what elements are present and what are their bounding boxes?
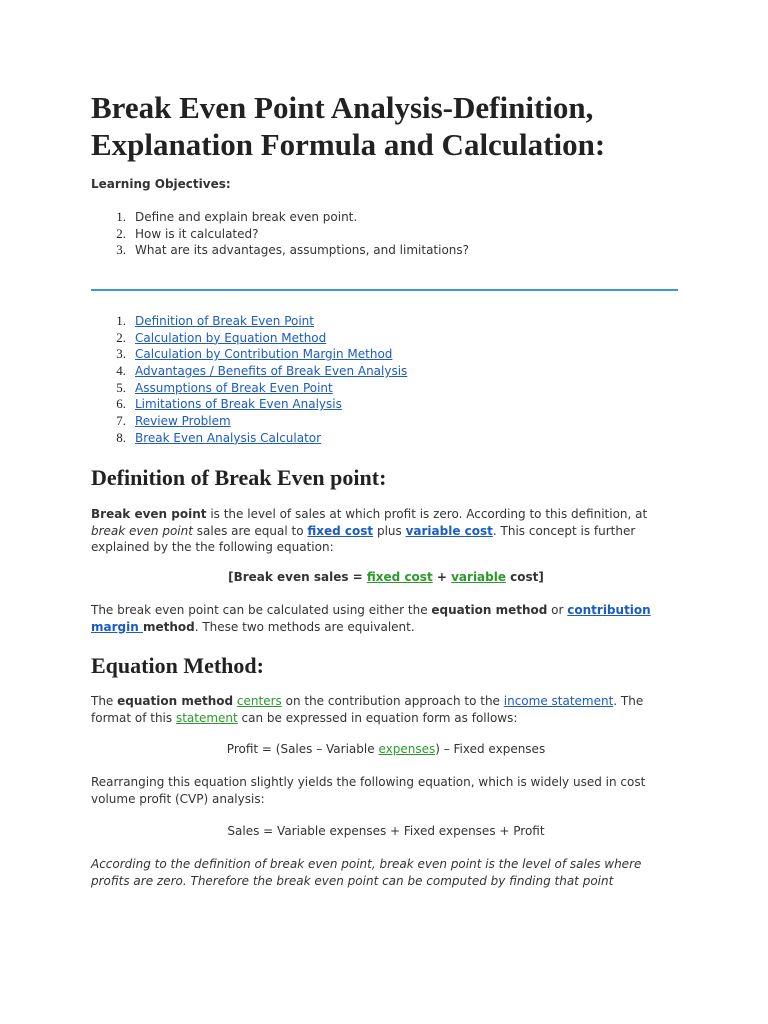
variable-cost-link[interactable]: variable cost xyxy=(405,523,493,538)
equation-variable-link[interactable]: variable xyxy=(451,570,506,584)
equation-method-paragraph: The equation method centers on the contribution approach to the income statement. The format of this statement can be expressed in equation form as follows: xyxy=(91,694,644,725)
toc-item: 2. Calculation by Equation Method xyxy=(116,329,327,345)
toc-link-calculator[interactable]: Break Even Analysis Calculator xyxy=(135,430,322,445)
italic-term: break even point xyxy=(91,523,193,538)
rearranging-paragraph: Rearranging this equation slightly yields the following equation, which is widely used in cost volume profit (CVP) analysis: xyxy=(91,775,646,806)
learning-objectives-list xyxy=(91,209,469,259)
break-even-equation: [Break even sales = fixed cost + variable cost] xyxy=(228,570,544,584)
toc-link-assumptions[interactable]: Assumptions of Break Even Point xyxy=(135,380,333,395)
profit-formula: Profit = (Sales – Variable expenses) – Fixed expenses xyxy=(226,742,546,756)
toc-link-contribution-margin[interactable]: Calculation by Contribution Margin Method xyxy=(135,347,393,362)
list-item: 1. Define and explain break even point. xyxy=(116,209,358,224)
page-title-line-1: Break Even Point Analysis-Definition, xyxy=(91,90,594,125)
centers-link[interactable]: centers xyxy=(236,694,282,708)
equation-fixed-cost-link[interactable]: fixed cost xyxy=(366,570,433,584)
fixed-cost-link[interactable]: fixed cost xyxy=(307,523,374,538)
page-title xyxy=(91,89,605,163)
toc-item: 6. Limitations of Break Even Analysis xyxy=(116,396,342,412)
toc-item: 5. Assumptions of Break Even Point xyxy=(116,379,333,395)
bold-term: Break even point xyxy=(91,507,207,521)
page-title-line-2: Explanation Formula and Calculation: xyxy=(91,127,606,162)
section-heading-definition: Definition of Break Even point: xyxy=(91,465,387,490)
toc-item: 1. Definition of Break Even Point xyxy=(116,313,314,328)
toc-link-advantages[interactable]: Advantages / Benefits of Break Even Analysis xyxy=(135,364,408,379)
income-statement-link[interactable]: income statement xyxy=(503,694,614,708)
toc-item: 4. Advantages / Benefits of Break Even Analysis xyxy=(116,363,408,379)
statement-link[interactable]: statement xyxy=(175,710,238,725)
section-heading-equation-method: Equation Method: xyxy=(91,653,264,678)
list-item: 3. What are its advantages, assumptions, and limitations? xyxy=(116,242,470,258)
toc-item: 7. Review Problem xyxy=(116,413,231,429)
table-of-contents xyxy=(91,313,407,447)
toc-item: 8. Break Even Analysis Calculator xyxy=(116,429,322,445)
toc-link-definition[interactable]: Definition of Break Even Point xyxy=(135,314,314,328)
sales-formula: Sales = Variable expenses + Fixed expenses + Profit xyxy=(227,824,545,838)
toc-link-limitations[interactable]: Limitations of Break Even Analysis xyxy=(135,397,342,412)
toc-item: 3. Calculation by Contribution Margin Method xyxy=(116,346,393,362)
definition-paragraph: Break even point is the level of sales at which profit is zero. According to this definition, at break even point sales are equal to fixed cost plus variable cost. This concept is further explained by the the following equation: xyxy=(91,507,648,554)
toc-link-review-problem[interactable]: Review Problem xyxy=(135,414,231,429)
toc-link-equation-method[interactable]: Calculation by Equation Method xyxy=(135,330,327,345)
methods-paragraph: The break even point can be calculated using either the equation method or contribution margin method. These two methods are equivalent. xyxy=(91,603,651,634)
divider-rule xyxy=(91,289,678,291)
definition-italic-paragraph: According to the definition of break even point, break even point is the level of sales where profits are zero. Therefore the break even point can be computed by finding that point xyxy=(91,857,642,888)
contribution-margin-link[interactable]: contribution margin xyxy=(91,603,651,634)
expenses-link[interactable]: expenses xyxy=(378,742,436,756)
list-item: 2. How is it calculated? xyxy=(116,225,259,241)
learning-objectives-heading: Learning Objectives: xyxy=(91,177,231,191)
